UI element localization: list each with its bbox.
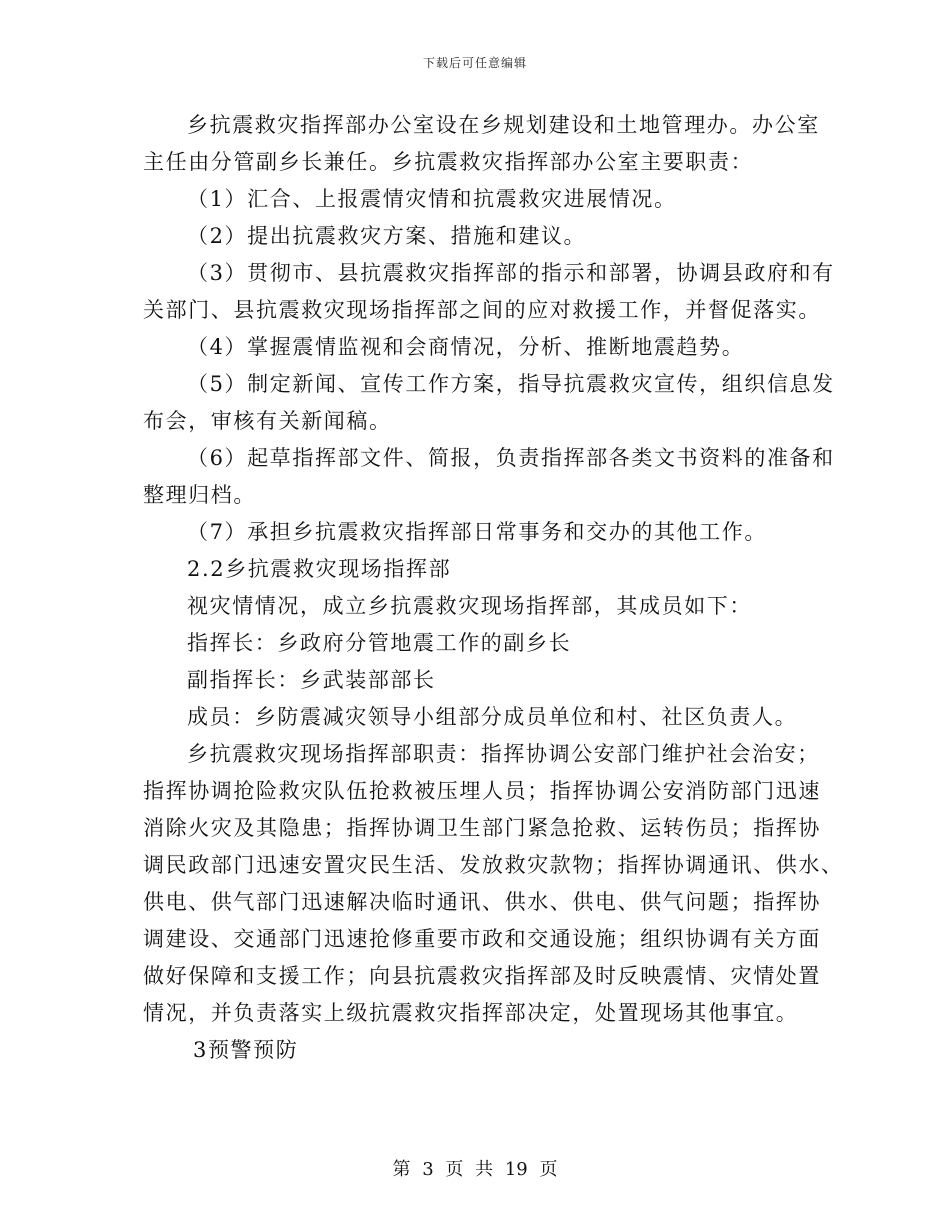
paragraph-line: 调民政部门迅速安置灾民生活、发放救灾款物；指挥协调通讯、供水、 [143, 853, 844, 877]
paragraph-line: 消除火灾及其隐患；指挥协调卫生部门紧急抢救、运转伤员；指挥协 [143, 816, 821, 840]
paragraph-line: 指挥长：乡政府分管地震工作的副乡长 [187, 631, 572, 655]
section-heading: 2.2乡抗震救灾现场指挥部 [187, 557, 452, 581]
paragraph-line: 乡抗震救灾现场指挥部职责：指挥协调公安部门维护社会治安； [187, 742, 820, 766]
paragraph-line: 指挥协调抢险救灾队伍抢救被压埋人员；指挥协调公安消防部门迅速 [143, 779, 821, 803]
paragraph-line: 整理归档。 [143, 483, 256, 507]
page-number: 第 3 页 共 19 页 [392, 1159, 558, 1180]
paragraph-line: 调建设、交通部门迅速抢修重要市政和交通设施；组织协调有关方面 [143, 927, 821, 951]
paragraph-line: 副指挥长：乡武装部部长 [187, 668, 436, 692]
list-item: （7）承担乡抗震救灾指挥部日常事务和交办的其他工作。 [187, 520, 767, 544]
page-header: 下载后可任意编辑 [422, 56, 527, 70]
paragraph-line: 成员：乡防震减灾领导小组部分成员单位和村、社区负责人。 [187, 705, 798, 729]
list-item: （3）贯彻市、县抗震救灾指挥部的指示和部署，协调县政府和有 [187, 261, 835, 285]
paragraph-line: 布会，审核有关新闻稿。 [143, 409, 392, 433]
list-item: （2）提出抗震救灾方案、措施和建议。 [187, 224, 587, 248]
paragraph-line: 关部门、县抗震救灾现场指挥部之间的应对救援工作，并督促落实。 [143, 298, 821, 322]
section-heading: 3预警预防 [193, 1038, 299, 1062]
paragraph-line: 情况，并负责落实上级抗震救灾指挥部决定，处置现场其他事宜。 [143, 1001, 799, 1025]
paragraph-line: 乡抗震救灾指挥部办公室设在乡规划建设和土地管理办。办公室 [187, 113, 820, 137]
document-body [143, 107, 844, 1069]
paragraph-line: 主任由分管副乡长兼任。乡抗震救灾指挥部办公室主要职责： [143, 150, 754, 174]
list-item: （6）起草指挥部文件、简报，负责指挥部各类文书资料的准备和 [187, 446, 835, 470]
paragraph-line: 做好保障和支援工作；向县抗震救灾指挥部及时反映震情、灾情处置 [143, 964, 821, 988]
list-item: （4）掌握震情监视和会商情况，分析、推断地震趋势。 [187, 335, 745, 359]
list-item: （5）制定新闻、宣传工作方案，指导抗震救灾宣传，组织信息发 [187, 372, 835, 396]
paragraph-line: 视灾情情况，成立乡抗震救灾现场指挥部，其成员如下： [187, 594, 752, 618]
paragraph-line: 供电、供气部门迅速解决临时通讯、供水、供电、供气问题；指挥协 [143, 890, 821, 914]
list-item: （1）汇合、上报震情灾情和抗震救灾进展情况。 [187, 187, 677, 211]
